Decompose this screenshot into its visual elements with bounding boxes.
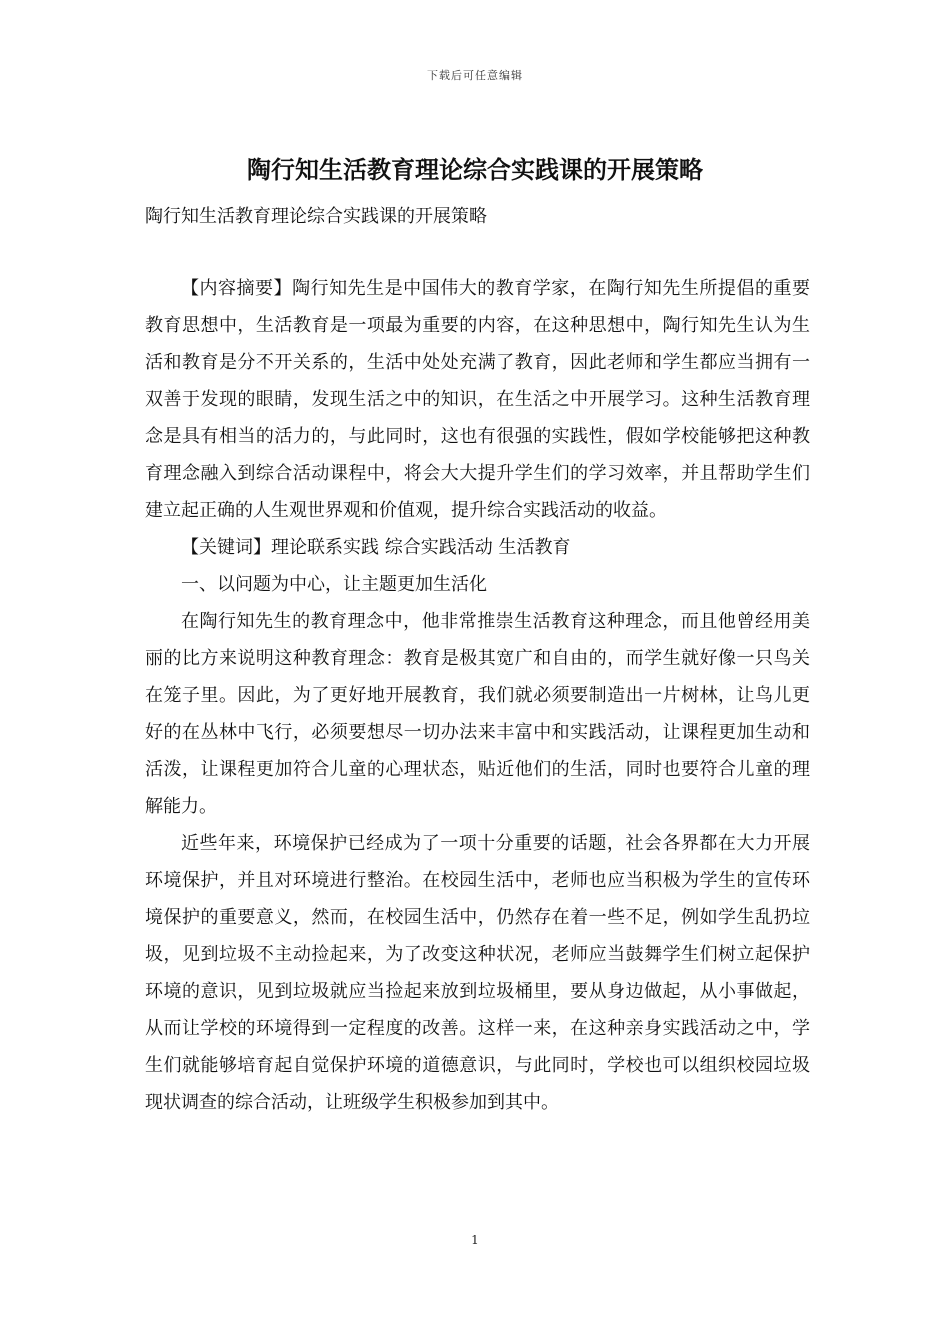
keywords-paragraph: 【关键词】理论联系实践 综合实践活动 生活教育 [181, 537, 571, 558]
header-note: 下载后可任意编辑 [427, 69, 523, 82]
body-paragraph: 在陶行知先生的教育理念中，他非常推崇生活教育这种理念，而且他曾经用美丽的比方来说明这种教育理念：教育是极其宽广和自由的，而学生就好像一只鸟关在笼子里。因此，为了更好地开展教育，我们就必须要制造出一片树林，让鸟儿更好的在丛林中飞行，必须要想尽一切办法来丰富中和实践活动，让课程更加生动和活泼，让课程更加符合儿童的心理状态，贴近他们的生活，同时也要符合儿童的理解能力。 [145, 611, 810, 817]
document-body [145, 270, 810, 1121]
body-paragraph: 近些年来，环境保护已经成为了一项十分重要的话题，社会各界都在大力开展环境保护，并且对环境进行整治。在校园生活中，老师也应当积极为学生的宣传环境保护的重要意义，然而，在校园生活中，仍然存在着一些不足，例如学生乱扔垃圾，见到垃圾不主动捡起来，为了改变这种状况，老师应当鼓舞学生们树立起保护环境的意识，见到垃圾就应当捡起来放到垃圾桶里，要从身边做起，从小事做起，从而让学校的环境得到一定程度的改善。这样一来，在这种亲身实践活动之中，学生们就能够培育起自觉保护环境的道德意识，与此同时，学校也可以组织校园垃圾现状调查的综合活动，让班级学生积极参加到其中。 [145, 833, 810, 1113]
page-number: 1 [471, 1233, 479, 1247]
section-heading: 一、以问题为中心，让主题更加生活化 [181, 574, 487, 595]
document-subtitle: 陶行知生活教育理论综合实践课的开展策略 [145, 206, 487, 227]
abstract-paragraph: 【内容摘要】陶行知先生是中国伟大的教育学家，在陶行知先生所提倡的重要教育思想中，生活教育是一项最为重要的内容，在这种思想中，陶行知先生认为生活和教育是分不开关系的，生活中处处充满了教育，因此老师和学生都应当拥有一双善于发现的眼睛，发现生活之中的知识，在生活之中开展学习。这种生活教育理念是具有相当的活力的，与此同时，这也有很强的实践性，假如学校能够把这种教育理念融入到综合活动课程中，将会大大提升学生们的学习效率，并且帮助学生们建立起正确的人生观世界观和价值观，提升综合实践活动的收益。 [145, 278, 810, 521]
document-title: 陶行知生活教育理论综合实践课的开展策略 [247, 155, 703, 184]
